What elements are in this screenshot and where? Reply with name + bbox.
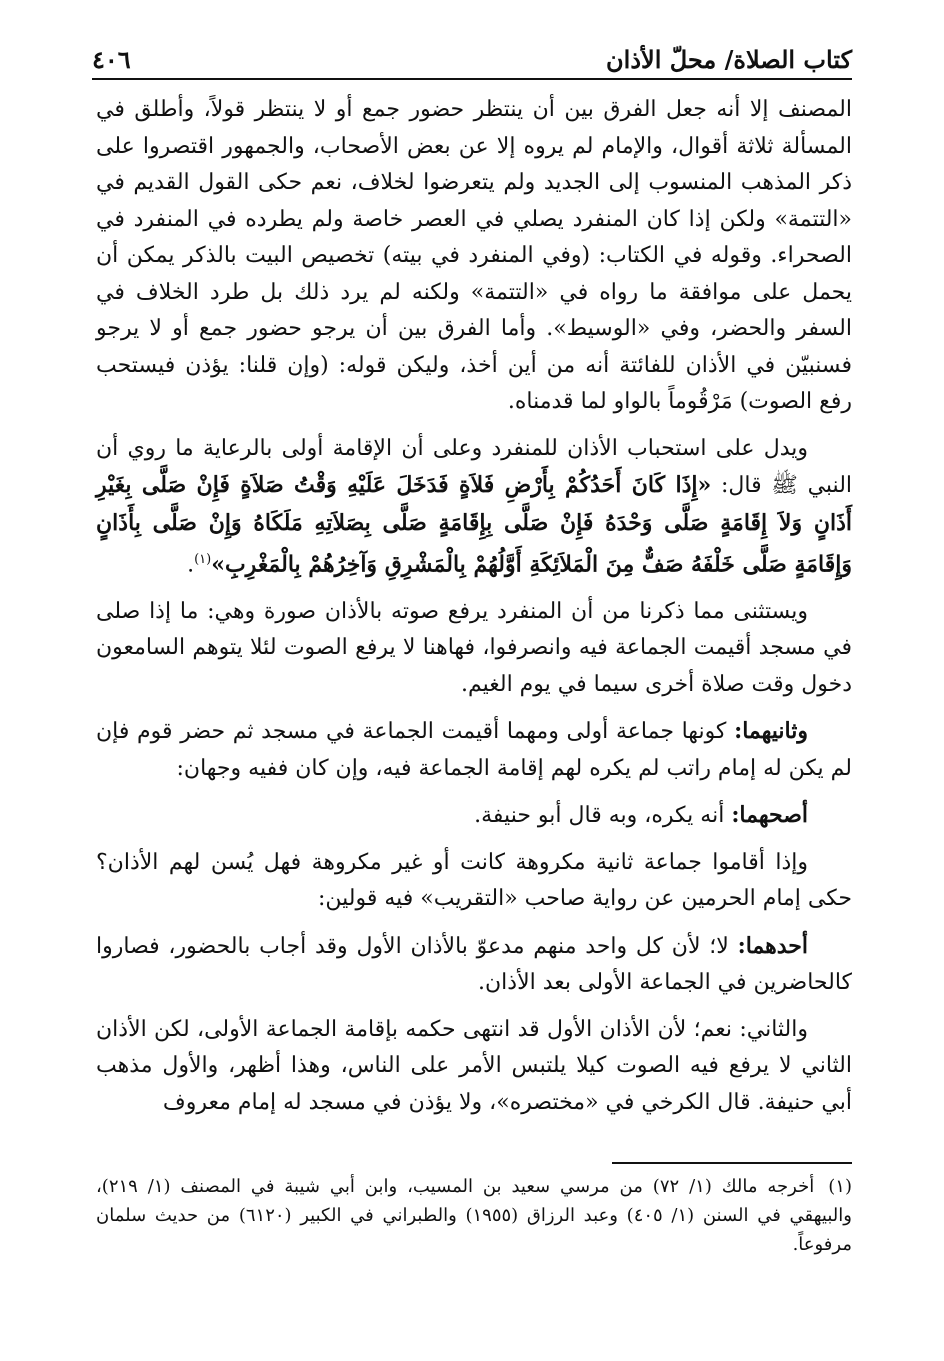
hadith-tail: .	[187, 552, 195, 578]
term-label: أحدهما:	[737, 932, 808, 959]
page-header	[92, 30, 852, 74]
hadith-intro: ويدل على استحباب الأذان للمنفرد وعلى أن الإقامة أولى بالرعاية ما روي أن النبي ﷺ قال:	[96, 435, 853, 498]
footnote-divider	[612, 1162, 852, 1164]
header-divider	[92, 78, 852, 80]
paragraph-text: والثاني: نعم؛ لأن الأذان الأول قد انتهى حكمه بإقامة الجماعة الأولى، لكن الأذان الثاني لا يرفع فيه الصوت كيلا يلتبس الأمر على الناس، وهذا أظهر، والأول مذهب أبي حنيفة. قال الكرخي في «مختصره»، ولا يؤذن في مسجد له إمام معروف	[96, 1016, 852, 1115]
hadith-quote: «إِذَا كَانَ أَحَدُكُمْ بِأَرْضِ فَلاَةٍ فَدَخَلَ عَلَيْهِ وَقْتُ صَلاَةٍ فَإِنْ صَلَّى بِغَيْرِ أَذَانٍ وَلاَ إِقَامَةٍ صَلَّى وَحْدَهُ فَإِنْ صَلَّى بِإِقَامَةٍ صَلَّى بِصَلاَتِهِ مَلَكَاهُ وَإِنْ صَلَّى بِأَذَانٍ وَإِقَامَةٍ صَلَّى خَلْفَهُ صَفٌّ مِنَ الْمَلاَئِكَةِ أَوَّلُهُمْ بِالْمَشْرِقِ وَآخِرُهُمْ بِالْمَغْرِبِ»	[96, 472, 852, 578]
paragraph-2	[96, 431, 852, 584]
paragraph-8	[96, 1012, 852, 1122]
paragraph-text: كونها جماعة أولى ومهما أقيمت الجماعة في مسجد ثم حضر قوم فإن لم يكن له إمام راتب لم يكره لهم إقامة الجماعة فيه، وإن كان ففيه وجهان:	[96, 719, 852, 781]
term-label: أصحهما:	[731, 802, 808, 829]
term-label: وثانيهما:	[734, 718, 808, 745]
paragraph-5	[96, 797, 852, 835]
paragraph-text: المصنف إلا أنه جعل الفرق بين أن ينتظر حضور جمع أو لا ينتظر قولاً، وأطلق في المسألة ثلاثة أقوال، والإمام لم يروه إلا عن بعض الأصحاب، والجمهور اقتصروا على ذكر المذهب المنسوب إلى الجديد ولم يتعرضوا لخلاف، نعم حكى القول القديم في «التتمة» ولكن إذا كان المنفرد يصلي في العصر خاصة ولم يطرده في المنفرد في الصحراء. وقوله في الكتاب: (وفي المنفرد في بيته) تخصيص البيت بالذكر يمكن أن يحمل على موافقة ما رواه في «التتمة» ولكنه لم يرد ذلك بل طرد الخلاف في السفر والحضر، وفي «الوسيط». وأما الفرق بين أن يرجو حضور جمع أو لا يرجو فسنبيّن في الأذان للفائتة أنه من أين أخذ، وليكن قوله: (وإن قلنا: يؤذن فيستحب رفع الصوت) مَرْقُوماً بالواو لما قدمناه.	[96, 97, 852, 414]
main-text	[96, 92, 852, 1131]
paragraph-3	[96, 594, 852, 704]
running-title: كتاب الصلاة/ محلّ الأذان	[606, 45, 852, 74]
footnote-number: (١)	[828, 1176, 852, 1197]
page-number: ٤٠٦	[92, 45, 131, 74]
paragraph-text: ويستثنى مما ذكرنا من أن المنفرد يرفع صوته بالأذان صورة وهي: ما إذا صلى في مسجد أقيمت الجماعة فيه وانصرفوا، فهاهنا لا يرفع الصوت لئلا يتوهم السامعون دخول وقت صلاة أخرى سيما في يوم الغيم.	[96, 598, 852, 697]
footnote-ref: (١)	[194, 552, 212, 567]
paragraph-text: وإذا أقاموا جماعة ثانية مكروهة كانت أو غير مكروهة فهل يُسن لهم الأذان؟ حكى إمام الحرمين عن رواية صاحب «التقريب» فيه قولين:	[96, 849, 852, 912]
footnotes	[96, 1172, 852, 1269]
paragraph-4	[96, 713, 852, 787]
paragraph-text: أنه يكره، وبه قال أبو حنيفة.	[474, 803, 732, 829]
paragraph-6	[96, 845, 852, 918]
paragraph-7	[96, 928, 852, 1002]
footnote-1	[96, 1172, 852, 1259]
footnote-text: أخرجه مالك (١/ ٧٢) من مرسي سعيد بن المسيب، وابن أبي شيبة في المصنف (١/ ٢١٩)، والبيهقي في السنن (١/ ٤٠٥) وعبد الرزاق (١٩٥٥) والطبراني في الكبير (٦١٢٠) من حديث سلمان مرفوعاً.	[96, 1176, 852, 1255]
paragraph-1	[96, 92, 852, 421]
paragraph-text: لا؛ لأن كل واحد منهم مدعوّ بالأذان الأول وقد أجاب بالحضور، فصاروا كالحاضرين في الجماعة الأولى بعد الأذان.	[96, 933, 852, 996]
